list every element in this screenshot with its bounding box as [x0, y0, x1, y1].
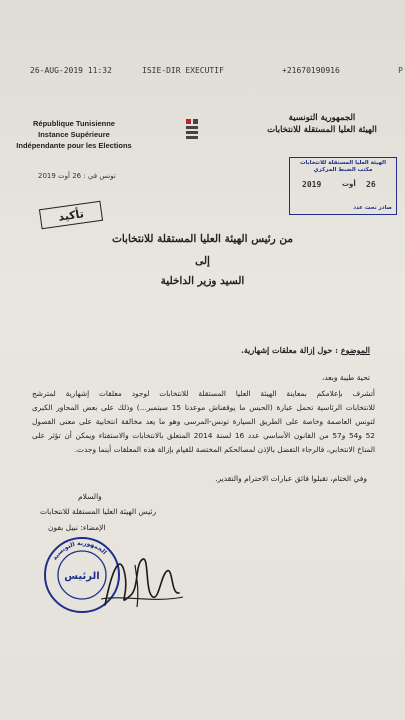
signature-scribble-icon [95, 545, 185, 615]
header-arabic [267, 112, 377, 136]
salam: والسلام [78, 492, 102, 501]
header-french [14, 118, 134, 151]
ar-line-2: الهيئة العليا المستقلة للانتخابات [267, 125, 377, 135]
greeting: تحية طيبة وبعد، [321, 373, 370, 382]
isie-logo-icon [182, 117, 202, 143]
signature-name: الإمضاء: نبيل بفون [48, 523, 106, 532]
body-line: للانتخابات الرئاسية تحمل عبارة (الحبس ما يوقفناش موعدنا 15 سبتمبر...) وذلك على بعض المحاور الكبرى [32, 403, 375, 412]
seal-center-text: الرئيس [64, 571, 100, 582]
body-line: المناخ الانتخابي، فالرجاء التفضل بالإذن لمصالحكم المختصة للقيام بإزالة هذه المعلقات أينما وجدت. [74, 445, 375, 454]
fax-number: +21670190916 [282, 66, 340, 75]
closing-line: وفي الختام، تقبلوا فائق عبارات الاحترام والتقدير. [215, 474, 367, 483]
letter-date: تونس في : 26 أوت 2019 [38, 172, 116, 180]
body-line: لتونس العاصمة وخاصة على الطريق السيارة تونس-المرسى وهو ما يعد مخالفة انتخابية على معنى الفصول [32, 417, 375, 426]
fax-timestamp: 26-AUG-2019 11:32 [30, 66, 112, 75]
from-line: من رئيس الهيئة العليا المستقلة للانتخابات [111, 233, 294, 245]
body-line: 52 و54 و57 من القانون الأساسي عدد 16 لسنة 2014 المتعلق بالانتخابات والاستفتاء ويمكن أن تؤثر على [32, 431, 375, 440]
stamp-date-month: أوت [342, 180, 356, 188]
confirm-stamp: تأكيد [39, 201, 103, 229]
to-line: السيد وزير الداخلية [160, 275, 245, 287]
subject-key: الموضوع [340, 345, 370, 355]
body-line: أتشرف بإعلامكم بمعاينة الهيئة العليا المستقلة للانتخابات لوجود معلقات إشهارية لمترشح [32, 389, 375, 398]
fax-page-marker: P [398, 66, 403, 75]
received-stamp [289, 157, 397, 215]
seal-outer-text: الجمهورية التونسية [51, 539, 108, 562]
signatory-title: رئيس الهيئة العليا المستقلة للانتخابات [40, 507, 157, 516]
body-paragraph [32, 387, 375, 457]
stamp-line-2: مكتب الضبط المركزي [313, 167, 373, 173]
stamp-line-4: صادر تحت عدد [353, 205, 392, 211]
stamp-line-1: الهيئة العليا المستقلة للانتخابات [299, 160, 387, 166]
fr-line-2: Instance Supérieure [38, 130, 110, 139]
fr-line-1: République Tunisienne [33, 119, 115, 128]
to-word: إلى [195, 255, 210, 267]
stamp-date-year: 2019 [302, 180, 322, 189]
stamp-date [298, 178, 388, 196]
fax-sender: ISIE-DIR EXECUTIF [142, 66, 224, 75]
stamp-date-day: 26 [366, 180, 376, 189]
subject-line [241, 345, 370, 355]
fax-header [30, 66, 391, 80]
fr-line-3: Indépendante pour les Elections [16, 141, 132, 150]
subject-value: : حول إزالة معلقات إشهارية. [241, 345, 339, 355]
ar-line-1: الجمهورية التونسية [288, 113, 356, 123]
